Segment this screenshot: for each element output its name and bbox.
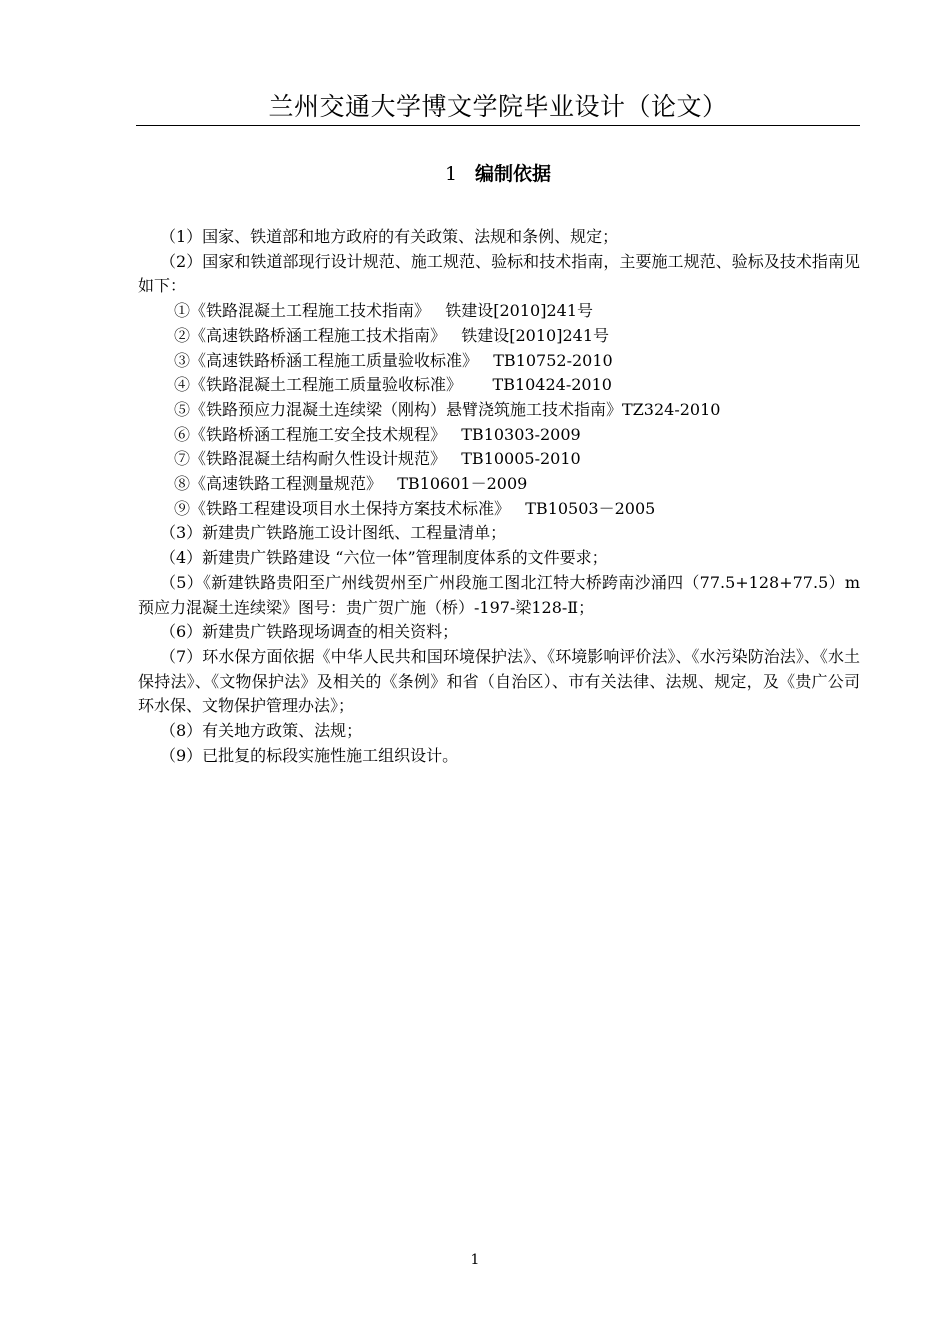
paragraph-1: （1）国家、铁道部和地方政府的有关政策、法规和条例、规定； xyxy=(160,227,619,246)
paragraph-8: （8）有关地方政策、法规； xyxy=(160,721,363,741)
paragraph-7: （7）环水保方面依据《中华人民共和国环境保护法》、《环境影响评价法》、《水污染防治法》、《水土保持法》、《文物保护法》及相关的《条例》和省（自治区）、市有关法律、法规、规定，及《贵广公司环水保、文物保护管理办法》； xyxy=(138,646,860,716)
paragraph-2: （2）国家和铁道部现行设计规范、施工规范、验标和技术指南，主要施工规范、验标及技术指南见如下： xyxy=(138,251,860,296)
header-divider xyxy=(136,125,860,126)
standard-item-8: ⑧《高速铁路工程测量规范》 TB10601－2009 xyxy=(174,474,528,494)
section-title: 编制依据 xyxy=(475,163,552,185)
standard-item-7: ⑦《铁路混凝土结构耐久性设计规范》 TB10005-2010 xyxy=(174,449,581,469)
paragraph-6: （6）新建贵广铁路现场调查的相关资料； xyxy=(160,622,459,642)
standard-item-2: ②《高速铁路桥涵工程施工技术指南》 铁建设[2010]241号 xyxy=(174,325,610,345)
page-number: 1 xyxy=(470,1252,480,1268)
section-number: 1 xyxy=(444,163,458,185)
paragraph-4: （4）新建贵广铁路建设 “六位一体”管理制度体系的文件要求； xyxy=(160,548,608,568)
standard-item-4: ④《铁路混凝土工程施工质量验收标准》 TB10424-2010 xyxy=(174,375,612,395)
paragraph-9: （9）已批复的标段实施性施工组织设计。 xyxy=(160,745,459,765)
standard-item-5: ⑤《铁路预应力混凝土连续梁（刚构）悬臂浇筑施工技术指南》TZ324-2010 xyxy=(174,399,721,419)
paragraph-3: （3）新建贵广铁路施工设计图纸、工程量清单； xyxy=(160,523,507,543)
page-header-title: 兰州交通大学博文学院毕业设计（论文） xyxy=(268,92,728,121)
standard-item-1: ①《铁路混凝土工程施工技术指南》 铁建设[2010]241号 xyxy=(174,301,594,321)
section-heading xyxy=(136,160,860,188)
body-content xyxy=(138,225,860,768)
standard-item-6: ⑥《铁路桥涵工程施工安全技术规程》 TB10303-2009 xyxy=(174,424,581,444)
standard-item-3: ③《高速铁路桥涵工程施工质量验收标准》 TB10752-2010 xyxy=(174,350,613,370)
paragraph-5: （5）《新建铁路贵阳至广州线贺州至广州段施工图北江特大桥跨南沙涌四（77.5+128+77.5）m预应力混凝土连续梁》图号：贵广贺广施（桥）-197-梁128-Ⅱ； xyxy=(138,572,860,617)
standard-item-9: ⑨《铁路工程建设项目水土保持方案技术标准》 TB10503－2005 xyxy=(174,498,656,518)
